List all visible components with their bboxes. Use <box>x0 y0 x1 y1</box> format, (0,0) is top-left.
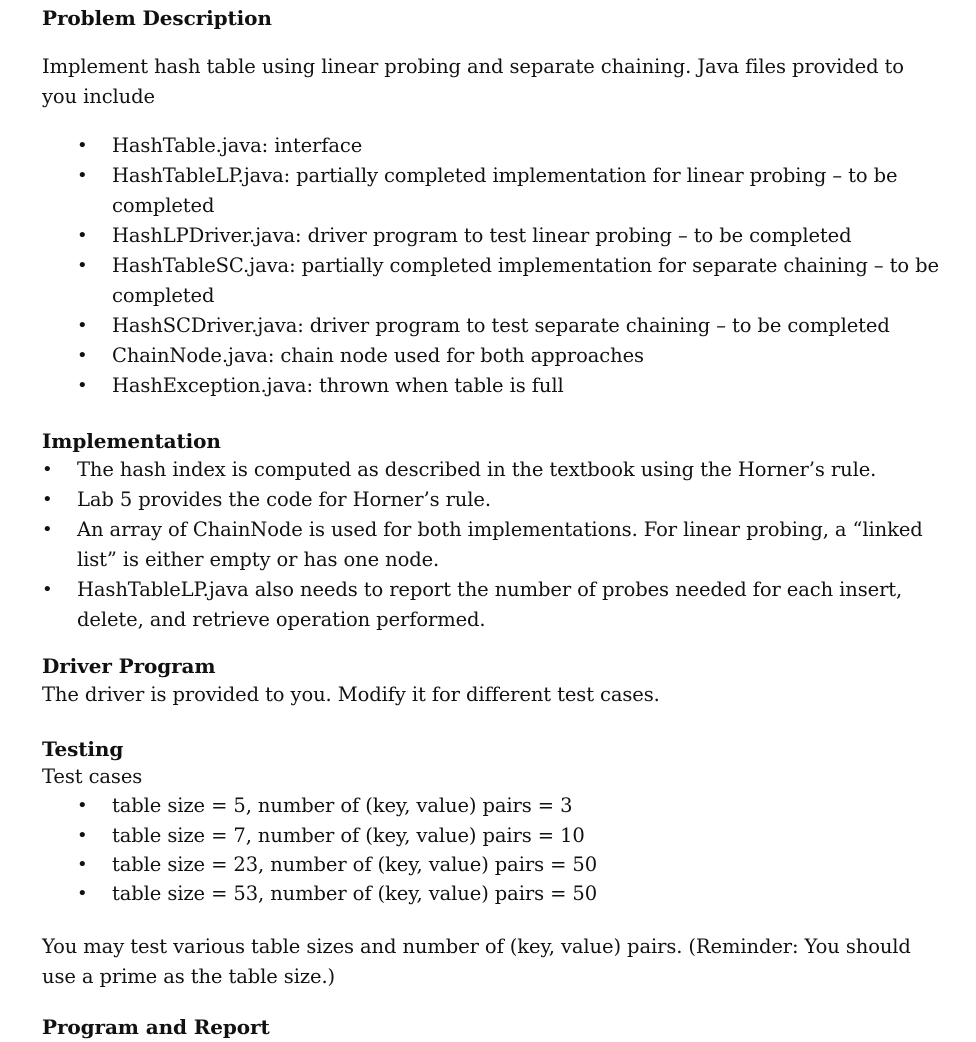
bullet-icon: • <box>77 225 88 246</box>
file-list-item: HashTable.java: interface <box>112 134 363 157</box>
bullet-icon: • <box>77 315 88 336</box>
implementation-item-continued: delete, and retrieve operation performed. <box>77 608 486 631</box>
problem-intro-line-2: you include <box>42 85 155 108</box>
implementation-item: HashTableLP.java also needs to report the number of probes needed for each insert, <box>77 578 903 601</box>
bullet-icon: • <box>77 255 88 276</box>
testing-heading: Testing <box>42 737 124 761</box>
test-cases-label: Test cases <box>42 765 143 788</box>
testing-note-line-2: use a prime as the table size.) <box>42 965 336 988</box>
implementation-heading: Implementation <box>42 429 221 453</box>
file-list-item: HashLPDriver.java: driver program to test linear probing – to be completed <box>112 224 852 247</box>
program-and-report-heading: Program and Report <box>42 1015 270 1039</box>
bullet-icon: • <box>42 579 53 600</box>
file-list-item-continued: completed <box>112 284 215 307</box>
file-list-item: HashException.java: thrown when table is full <box>112 374 564 397</box>
bullet-icon: • <box>77 165 88 186</box>
bullet-icon: • <box>77 854 88 875</box>
file-list-item: HashSCDriver.java: driver program to test separate chaining – to be completed <box>112 314 890 337</box>
bullet-icon: • <box>77 795 88 816</box>
driver-program-text: The driver is provided to you. Modify it for different test cases. <box>42 683 660 706</box>
file-list-item: HashTableLP.java: partially completed implementation for linear probing – to be <box>112 164 898 187</box>
bullet-icon: • <box>77 345 88 366</box>
implementation-item-continued: list” is either empty or has one node. <box>77 548 440 571</box>
implementation-item: An array of ChainNode is used for both implementations. For linear probing, a “linked <box>77 518 923 541</box>
implementation-item: Lab 5 provides the code for Horner’s rule. <box>77 488 491 511</box>
test-case-item: table size = 7, number of (key, value) pairs = 10 <box>112 824 585 847</box>
bullet-icon: • <box>77 135 88 156</box>
test-case-item: table size = 5, number of (key, value) pairs = 3 <box>112 794 573 817</box>
bullet-icon: • <box>42 489 53 510</box>
bullet-icon: • <box>42 519 53 540</box>
bullet-icon: • <box>77 825 88 846</box>
implementation-item: The hash index is computed as described in the textbook using the Horner’s rule. <box>77 458 877 481</box>
test-case-item: table size = 23, number of (key, value) pairs = 50 <box>112 853 598 876</box>
test-case-item: table size = 53, number of (key, value) pairs = 50 <box>112 882 598 905</box>
bullet-icon: • <box>42 459 53 480</box>
bullet-icon: • <box>77 375 88 396</box>
bullet-icon: • <box>77 883 88 904</box>
file-list-item: HashTableSC.java: partially completed implementation for separate chaining – to be <box>112 254 939 277</box>
file-list-item: ChainNode.java: chain node used for both approaches <box>112 344 644 367</box>
testing-note-line-1: You may test various table sizes and number of (key, value) pairs. (Reminder: You should <box>42 935 911 958</box>
file-list-item-continued: completed <box>112 194 215 217</box>
driver-program-heading: Driver Program <box>42 654 216 678</box>
problem-intro-line-1: Implement hash table using linear probing and separate chaining. Java files provided to <box>42 55 904 78</box>
problem-description-heading: Problem Description <box>42 6 272 30</box>
